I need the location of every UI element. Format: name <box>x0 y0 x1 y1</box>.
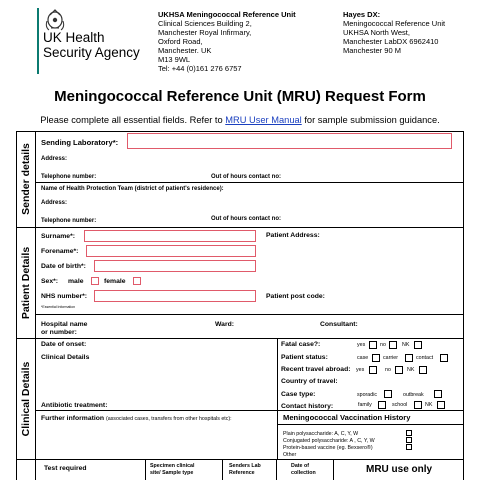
intro-after: for sample submission guidance. <box>301 115 440 125</box>
status-case-checkbox[interactable] <box>372 354 380 362</box>
male-label: male <box>68 278 84 285</box>
clinical-details-label: Clinical Details <box>41 354 90 361</box>
postcode-label: Patient post code: <box>266 293 325 300</box>
test-required-header: Test required <box>44 465 87 472</box>
fatal-no-label: no <box>380 342 386 348</box>
nhs-field[interactable] <box>94 290 256 302</box>
contact-family-label: family <box>358 402 372 408</box>
brand-bar <box>37 8 39 74</box>
hpt-telephone-label: Telephone number: <box>41 218 97 224</box>
travel-yes-label: yes <box>356 367 365 373</box>
onset-label: Date of onset: <box>41 341 87 348</box>
female-checkbox[interactable] <box>133 277 141 285</box>
dx-address-line: Meningococcal Reference Unit <box>343 19 446 28</box>
user-manual-link[interactable]: MRU User Manual <box>225 115 302 125</box>
travel-no-label: no <box>385 367 391 373</box>
form-title: Meningococcal Reference Unit (MRU) Request Form <box>54 88 426 105</box>
case-outbreak-checkbox[interactable] <box>434 390 442 398</box>
row-divider <box>36 410 464 411</box>
mru-address-heading: UKHSA Meningococcal Reference Unit <box>158 10 296 19</box>
case-type-label: Case type: <box>281 391 316 398</box>
case-sporadic-checkbox[interactable] <box>384 390 392 398</box>
ward-label: Ward: <box>215 321 235 328</box>
status-label: Patient status: <box>281 354 328 361</box>
contact-nk-checkbox[interactable] <box>437 401 445 409</box>
senders-lab-header-line2: Reference <box>229 470 255 476</box>
case-sporadic-label: sporadic <box>357 392 378 398</box>
contact-school-checkbox[interactable] <box>414 401 422 409</box>
sending-lab-field[interactable] <box>127 133 452 149</box>
column-divider <box>277 338 278 410</box>
dx-address-line: Manchester LabDX 6962410 <box>343 37 439 46</box>
consultant-label: Consultant: <box>320 321 358 328</box>
column-divider <box>145 459 146 480</box>
vacc-item: Conjugated polysaccharide: A , C, Y, W <box>283 438 375 444</box>
agency-name: UK Health Security Agency <box>43 30 140 60</box>
clinical-section-label: Clinical Details <box>16 338 36 459</box>
hpt-label: Name of Health Protection Team (district of patient's residence): <box>41 186 224 192</box>
vacc-checkbox[interactable] <box>406 444 412 450</box>
column-divider <box>222 459 223 480</box>
vaccination-heading: Meningococcal Vaccination History <box>283 413 411 422</box>
patient-address-label: Patient Address: <box>266 232 320 239</box>
fatal-yes-label: yes <box>357 342 366 348</box>
mru-address-line: Manchester Royal Infirmary, <box>158 28 252 37</box>
status-case-label: case <box>357 355 369 361</box>
sender-out-of-hours-label: Out of hours contact no: <box>211 174 281 180</box>
sender-telephone-label: Telephone number: <box>41 174 97 180</box>
section-divider <box>16 459 464 460</box>
fatal-nk-checkbox[interactable] <box>414 341 422 349</box>
sender-section-label: Sender details <box>16 131 36 227</box>
mru-address-line: Oxford Road, <box>158 37 203 46</box>
male-checkbox[interactable] <box>91 277 99 285</box>
vacc-checkbox[interactable] <box>406 437 412 443</box>
collection-header-line2: collection <box>291 470 316 476</box>
mru-address-line: Clinical Sciences Building 2, <box>158 19 252 28</box>
status-carrier-checkbox[interactable] <box>405 354 413 362</box>
tests-section-label <box>16 459 36 480</box>
contact-history-label: Contact history: <box>281 403 334 410</box>
form-frame <box>16 131 464 480</box>
dob-label: Date of birth*: <box>41 263 86 270</box>
vacc-item: Protein-based vaccine (eg. Bexsero®) <box>283 445 373 451</box>
sender-address-label: Address: <box>41 156 68 162</box>
dx-address-heading: Hayes DX: <box>343 10 381 19</box>
essential-note: *Essential Information <box>41 305 76 309</box>
dx-address-line: Manchester 90 M <box>343 46 401 55</box>
fatal-yes-checkbox[interactable] <box>369 341 377 349</box>
hpt-address-label: Address: <box>41 200 68 206</box>
vacc-checkbox[interactable] <box>406 430 412 436</box>
further-info-heading: Further information <box>41 415 105 422</box>
travel-label: Recent travel abroad: <box>281 366 351 373</box>
travel-nk-label: NK <box>407 367 415 373</box>
status-contact-label: contact <box>416 355 434 361</box>
hospital-name-label: Hospital name <box>41 321 88 328</box>
patient-section-label: Patient Details <box>16 227 36 338</box>
nhs-label: NHS number*: <box>41 293 88 300</box>
female-label: female <box>104 278 126 285</box>
intro-before: Please complete all essential fields. Refer to <box>40 115 226 125</box>
travel-no-checkbox[interactable] <box>395 366 403 374</box>
fatal-nk-label: NK <box>402 342 410 348</box>
travel-yes-checkbox[interactable] <box>369 366 377 374</box>
or-number-label: or number: <box>41 329 77 336</box>
antibiotic-label: Antibiotic treatment: <box>41 402 108 409</box>
contact-family-checkbox[interactable] <box>378 401 386 409</box>
intro-text <box>0 115 480 125</box>
dob-field[interactable] <box>94 260 256 272</box>
senders-lab-header-line1: Senders Lab <box>229 463 261 469</box>
forename-field[interactable] <box>86 245 256 257</box>
vacc-item: Other <box>283 452 297 458</box>
country-label: Country of travel: <box>281 378 338 385</box>
fatal-label: Fatal case?: <box>281 341 321 348</box>
mru-address-line: M13 9WL <box>158 55 191 64</box>
fatal-no-checkbox[interactable] <box>389 341 397 349</box>
specimen-header-line2: site/ Sample type <box>150 470 194 476</box>
contact-nk-label: NK <box>425 402 433 408</box>
status-contact-checkbox[interactable] <box>440 354 448 362</box>
further-info-label <box>41 415 232 422</box>
mru-address <box>158 10 328 73</box>
status-carrier-label: carrier <box>383 355 399 361</box>
surname-field[interactable] <box>84 230 256 242</box>
mru-address-line: Manchester. UK <box>158 46 212 55</box>
collection-header-line1: Date of <box>291 463 309 469</box>
vacc-item: Plain polysaccharide: A, C, Y, W <box>283 431 359 437</box>
case-outbreak-label: outbreak <box>403 392 424 398</box>
row-divider <box>277 424 464 425</box>
column-divider <box>276 459 277 480</box>
dx-address <box>343 10 478 55</box>
section-divider <box>16 338 464 339</box>
forename-label: Forename*: <box>41 248 79 255</box>
column-divider <box>277 410 278 459</box>
contact-school-label: school <box>392 402 408 408</box>
specimen-header-line1: Specimen clinical <box>150 463 195 469</box>
row-divider <box>36 182 464 183</box>
travel-nk-checkbox[interactable] <box>419 366 427 374</box>
row-divider <box>36 314 464 315</box>
dx-address-line: UKHSA North West, <box>343 28 410 37</box>
further-info-note: (associated cases, transfers from other hospitals etc): <box>105 416 232 422</box>
column-divider <box>333 459 334 480</box>
mru-address-line: Tel: +44 (0)161 276 6757 <box>158 64 242 73</box>
hpt-out-of-hours-label: Out of hours contact no: <box>211 216 281 222</box>
sending-lab-label: Sending Laboratory*: <box>41 138 119 147</box>
section-divider <box>16 227 464 228</box>
surname-label: Surname*: <box>41 233 75 240</box>
mru-use-header: MRU use only <box>366 464 433 475</box>
sex-label: Sex*: <box>41 278 59 285</box>
